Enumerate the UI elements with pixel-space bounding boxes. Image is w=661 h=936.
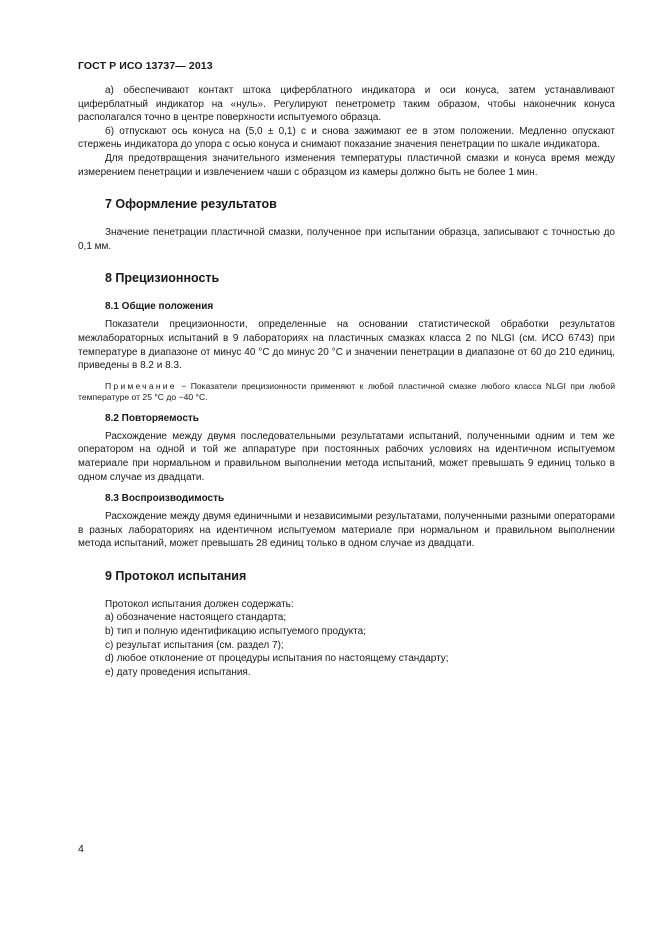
- section-7-paragraph: Значение пенетрации пластичной смазки, полученное при испытании образца, записывают с точностью до 0,1 мм.: [78, 227, 615, 252]
- list-item: е) дату проведения испытания.: [105, 666, 251, 678]
- section-9-heading: 9 Протокол испытания: [105, 568, 247, 583]
- section-8-2-heading: 8.2 Повторяемость: [105, 412, 199, 424]
- document-header: ГОСТ Р ИСО 13737— 2013: [78, 60, 213, 72]
- section-8-heading: 8 Прецизионность: [105, 271, 220, 286]
- list-item: d) любое отклонение от процедуры испытания по настоящему стандарту;: [105, 653, 449, 665]
- section-8-3-paragraph: Расхождение между двумя единичными и независимыми результатами, полученными разными операторами в разных лабораториях на идентичном испытуемом материале при нормальном и правильном выполнении метода испытаний, может превышать 28 единиц только в одном случае из двадцати.: [78, 511, 615, 550]
- intro-paragraph-b: б) отпускают ось конуса на (5,0 ± 0,1) с и снова зажимают ее в этом положении. Медленно опускают стержень индикатора до упора с осью конуса и снимают показание значения пенетрации по шкале индикатора.: [78, 125, 615, 151]
- section-8-2-paragraph: Расхождение между двумя последовательными результатами испытаний, полученными одним и тем же оператором на одной и той же аппаратуре при постоянных рабочих условиях на идентичном испытуемом материале при нормальном и правильном выполнении метода испытаний, может превышать 9 единиц только в одном случае из двадцати.: [78, 430, 615, 483]
- document-body: [78, 84, 615, 679]
- list-item: а) обозначение настоящего стандарта;: [105, 612, 287, 624]
- section-9-list: [105, 598, 615, 680]
- note-label: Примечание: [105, 380, 177, 391]
- section-9-lead: Протокол испытания должен содержать:: [105, 598, 294, 610]
- section-8-1-note: [78, 381, 615, 404]
- note-text: − Показатели прецизионности применяют к любой пластичной смазке любого класса NLGI при любой температуре от 25 °С до −40 °С.: [78, 380, 615, 403]
- page-number: 4: [78, 843, 84, 855]
- section-7-heading: 7 Оформление результатов: [105, 197, 277, 212]
- section-8-1-heading: 8.1 Общие положения: [105, 301, 214, 313]
- list-item: b) тип и полную идентификацию испытуемого продукта;: [105, 626, 367, 638]
- intro-paragraph-a: а) обеспечивают контакт штока циферблатного индикатора и оси конуса, затем устанавливают циферблатный индикатор на «нуль». Регулируют пенетрометр таким образом, чтобы наконечник конуса располагался точно в центре поверхности испытуемого образца.: [78, 85, 615, 124]
- intro-paragraph-time: Для предотвращения значительного изменения температуры пластичной смазки и конуса время между измерением пенетрации и извлечением чаши с образцом из камеры должно быть не более 1 мин.: [78, 152, 615, 178]
- section-8-1-paragraph: Показатели прецизионности, определенные на основании статистической обработки результатов межлабораторных испытаний в 9 лабораториях на пластичных смазках класса 2 по NLGI (см. ИСО 6743) при температуре в диапазоне от минус 40 °С до минус 20 °С и значении пенетрации в диапазоне от 60 до 210 единиц, приведены в 8.2 и 8.3.: [78, 319, 615, 372]
- section-8-3-heading: 8.3 Воспроизводимость: [105, 493, 225, 505]
- list-item: с) результат испытания (см. раздел 7);: [105, 639, 284, 651]
